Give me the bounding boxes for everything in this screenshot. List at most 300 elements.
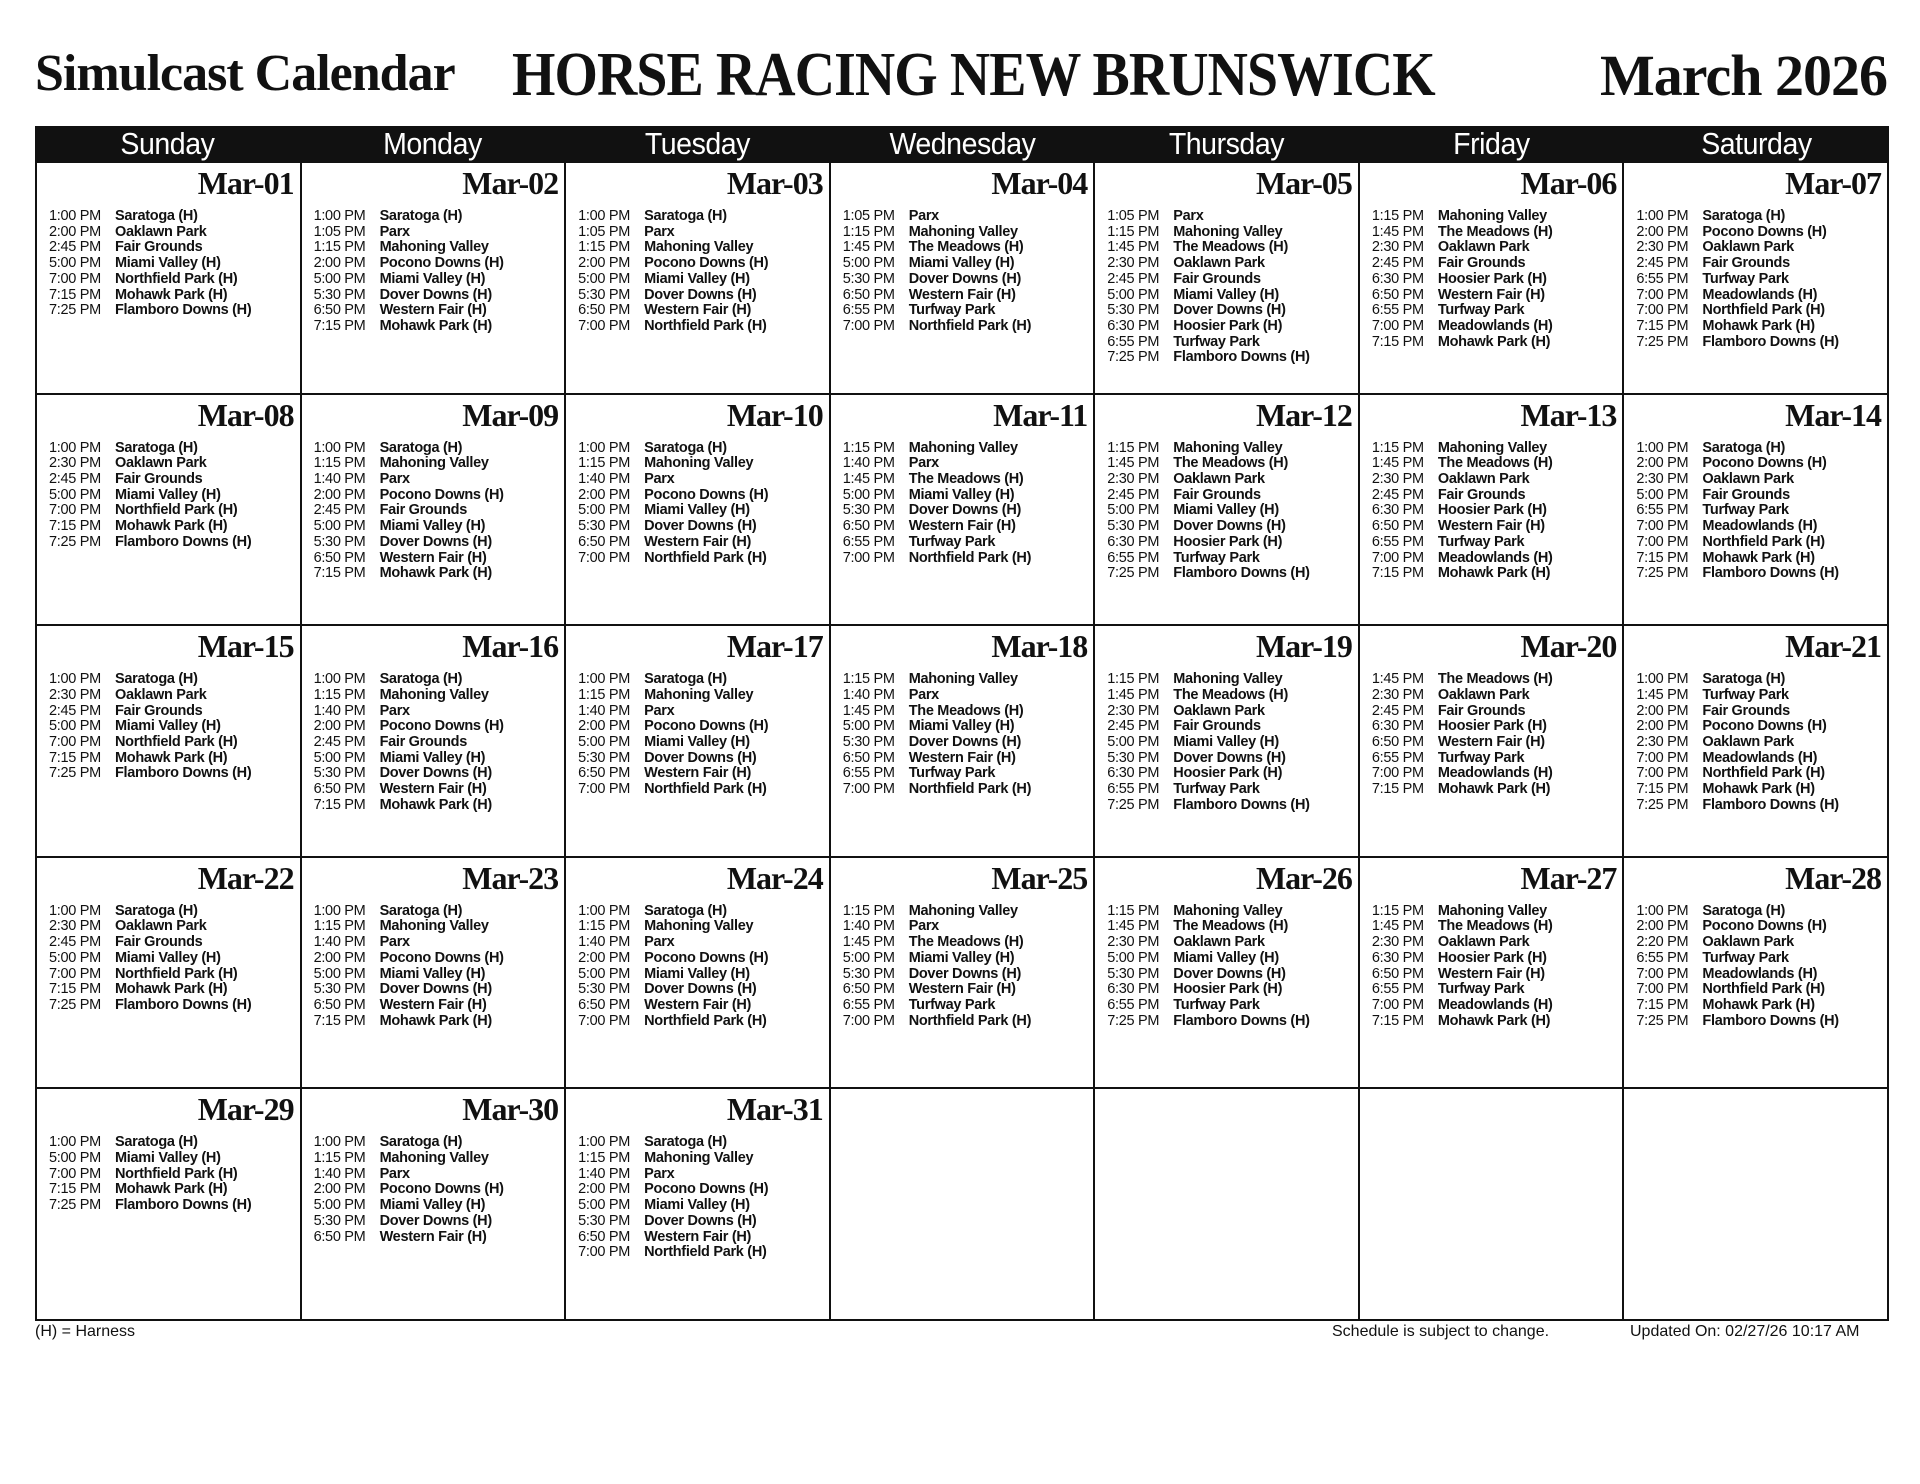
track-name: Pocono Downs (H) [644,486,769,503]
race-entry [49,935,251,951]
race-entry [314,209,504,225]
track-name: Oaklawn Park [1437,934,1530,951]
post-time: 5:00 PM [578,965,631,982]
race-list [578,1135,768,1261]
post-time: 2:45 PM [1107,486,1160,503]
post-time: 5:00 PM [313,1197,366,1214]
track-name: Turfway Park [1702,270,1789,287]
track-name: Pocono Downs (H) [379,486,504,503]
post-time: 2:45 PM [1107,270,1160,287]
day-cell [566,395,831,627]
race-entry [843,456,1031,472]
track-name: Mahoning Valley [379,918,489,935]
post-time: 2:00 PM [578,718,631,735]
post-time: 1:05 PM [578,223,631,240]
track-name: Turfway Park [1173,333,1260,350]
post-time: 5:30 PM [313,981,366,998]
race-entry [843,240,1031,256]
post-time: 1:45 PM [842,702,895,719]
track-name: Miami Valley (H) [115,1150,221,1167]
race-entry [49,456,251,472]
post-time: 1:15 PM [578,239,631,256]
track-name: Northfield Park (H) [115,1165,238,1182]
race-list [49,1135,251,1214]
post-time: 2:30 PM [1636,471,1689,487]
track-name: Western Fair (H) [908,518,1016,535]
track-name: Flamboro Downs (H) [1173,565,1310,582]
post-time: 5:30 PM [842,270,895,287]
race-entry [843,209,1031,225]
race-entry [578,1167,768,1183]
post-time: 1:15 PM [578,686,631,703]
post-time: 5:30 PM [313,286,366,303]
track-name: Mahoning Valley [644,1150,754,1167]
race-entry [578,704,768,720]
race-entry [1372,256,1553,272]
post-time: 2:30 PM [1371,239,1424,256]
race-list [49,672,251,782]
race-entry [843,272,1031,288]
post-time: 1:45 PM [1107,918,1160,935]
track-name: Pocono Downs (H) [1702,718,1827,735]
day-date: Mar-18 [991,628,1088,665]
track-name: Pocono Downs (H) [644,1181,769,1198]
race-entry [314,751,504,767]
track-name: Parx [644,1165,675,1182]
post-time: 1:15 PM [578,1150,631,1167]
race-entry [1107,798,1309,814]
race-entry [1372,288,1553,304]
track-name: Saratoga (H) [379,902,463,919]
race-entry [1107,704,1309,720]
post-time: 6:55 PM [1636,949,1689,966]
race-entry [843,982,1031,998]
post-time: 6:55 PM [842,302,895,319]
track-name: The Meadows (H) [908,471,1024,487]
post-time: 7:00 PM [1636,518,1689,535]
race-entry [314,441,504,457]
track-name: Mahoning Valley [644,918,754,935]
post-time: 1:40 PM [313,934,366,951]
race-entry [578,288,768,304]
track-name: Mohawk Park (H) [1437,1012,1551,1029]
calendar-label: Simulcast Calendar [35,45,455,102]
race-entry [49,288,251,304]
track-name: Miami Valley (H) [908,949,1015,966]
post-time: 1:00 PM [313,1134,366,1151]
track-name: Miami Valley (H) [908,718,1015,735]
post-time: 1:15 PM [1107,671,1160,688]
race-entry [1372,951,1553,967]
race-entry [843,256,1031,272]
track-name: Flamboro Downs (H) [1702,333,1839,350]
post-time: 7:25 PM [49,533,101,550]
race-entry [314,566,504,582]
race-entry [314,1182,504,1198]
track-name: Mohawk Park (H) [115,1181,228,1198]
post-time: 6:50 PM [842,286,895,303]
post-time: 7:00 PM [1636,286,1689,303]
post-time: 2:30 PM [1371,471,1424,487]
post-time: 7:25 PM [49,1197,101,1214]
post-time: 2:00 PM [313,486,366,503]
track-name: Flamboro Downs (H) [1702,565,1839,582]
post-time: 1:00 PM [578,671,631,688]
track-name: Northfield Park (H) [115,270,238,287]
day-cell [37,395,302,627]
track-name: Flamboro Downs (H) [1702,1012,1839,1029]
track-name: Mahoning Valley [908,223,1018,240]
post-time: 7:00 PM [578,1244,631,1261]
race-entry [843,441,1031,457]
post-time: 1:00 PM [578,208,631,224]
race-entry [843,704,1031,720]
race-entry [49,751,251,767]
post-time: 7:15 PM [1636,317,1689,334]
track-name: Turfway Park [1173,549,1260,566]
post-time: 2:00 PM [313,255,366,272]
post-time: 7:00 PM [1636,765,1689,782]
race-entry [314,1230,504,1246]
track-name: Northfield Park (H) [908,1012,1032,1029]
post-time: 2:45 PM [1371,702,1424,719]
post-time: 5:30 PM [578,749,631,766]
track-name: Hoosier Park (H) [1173,981,1283,998]
track-name: Miami Valley (H) [644,502,750,519]
day-cell [1624,163,1889,395]
race-entry [578,1214,768,1230]
day-date: Mar-23 [462,859,559,896]
track-name: Northfield Park (H) [644,549,767,566]
weekday-sunday: Sunday [120,126,215,161]
post-time: 6:55 PM [842,533,895,550]
race-entry [314,1198,504,1214]
race-entry [843,225,1031,241]
post-time: 1:40 PM [578,934,631,951]
track-name: Parx [379,702,410,719]
race-entry [1636,951,1838,967]
post-time: 6:30 PM [1107,981,1160,998]
day-cell [1360,626,1625,858]
race-entry [1636,303,1838,319]
track-name: Mohawk Park (H) [379,1012,492,1029]
post-time: 1:45 PM [1371,223,1424,240]
track-name: Western Fair (H) [644,997,752,1013]
race-entry [1107,688,1309,704]
race-entry [1372,503,1553,519]
post-time: 1:05 PM [1107,208,1160,224]
track-name: Pocono Downs (H) [379,949,504,966]
track-name: Meadowlands (H) [1437,997,1553,1013]
race-entry [843,1014,1031,1030]
track-name: Meadowlands (H) [1437,317,1553,334]
race-entry [1372,998,1553,1014]
post-time: 6:50 PM [842,518,895,535]
race-entry [1636,672,1838,688]
post-time: 5:00 PM [842,949,895,966]
track-name: Miami Valley (H) [644,965,750,982]
track-name: Meadowlands (H) [1702,749,1818,766]
track-name: Saratoga (H) [644,439,727,456]
race-entry [578,441,768,457]
post-time: 5:30 PM [842,734,895,750]
track-name: Oaklawn Park [1702,239,1794,256]
track-name: Flamboro Downs (H) [1173,796,1310,813]
track-name: Mahoning Valley [644,686,754,703]
post-time: 7:25 PM [1636,1012,1689,1029]
track-name: Fair Grounds [1173,718,1261,735]
day-date: Mar-06 [1520,165,1617,201]
calendar-cells [35,161,1889,1321]
post-time: 7:15 PM [49,286,101,303]
track-name: Saratoga (H) [379,439,463,456]
race-entry [1372,535,1553,551]
race-list [843,904,1031,1030]
post-time: 5:30 PM [313,1212,366,1229]
race-entry [314,225,504,241]
race-entry [1636,719,1838,735]
track-name: Parx [1173,208,1204,224]
race-entry [1107,488,1309,504]
track-name: Mahoning Valley [644,455,754,472]
post-time: 7:25 PM [1107,796,1160,813]
track-name: Northfield Park (H) [1702,765,1825,782]
race-entry [1636,904,1838,920]
post-time: 6:55 PM [1636,502,1689,519]
track-name: Meadowlands (H) [1437,549,1553,566]
post-time: 1:15 PM [578,918,631,935]
track-name: Northfield Park (H) [1702,533,1825,550]
post-time: 1:45 PM [1371,918,1424,935]
post-time: 6:30 PM [1107,765,1160,782]
post-time: 1:00 PM [49,902,101,919]
post-time: 2:45 PM [313,734,366,750]
post-time: 7:00 PM [578,1012,631,1029]
post-time: 2:00 PM [1636,918,1689,935]
race-list [1636,209,1838,350]
post-time: 1:00 PM [49,439,101,456]
post-time: 1:00 PM [578,902,631,919]
race-entry [1636,782,1838,798]
post-time: 5:00 PM [1107,949,1160,966]
race-entry [1636,488,1838,504]
post-time: 2:30 PM [1107,934,1160,951]
post-time: 7:25 PM [1636,565,1689,582]
race-entry [314,967,504,983]
track-name: Western Fair (H) [1437,518,1545,535]
track-name: Miami Valley (H) [644,734,750,750]
race-entry [578,766,768,782]
post-time: 5:00 PM [313,749,366,766]
race-entry [1636,735,1838,751]
post-time: 5:00 PM [313,965,366,982]
post-time: 2:45 PM [49,471,101,487]
race-entry [49,272,251,288]
post-time: 7:00 PM [1371,765,1424,782]
post-time: 1:15 PM [1371,902,1424,919]
day-date: Mar-26 [1255,859,1352,896]
post-time: 2:45 PM [1371,486,1424,503]
track-name: Miami Valley (H) [379,1197,486,1214]
day-cell [302,395,567,627]
post-time: 1:45 PM [1371,671,1424,688]
track-name: Saratoga (H) [115,902,198,919]
race-entry [314,1167,504,1183]
track-name: Dover Downs (H) [1173,302,1286,319]
race-entry [1107,904,1309,920]
track-name: Miami Valley (H) [908,255,1015,272]
post-time: 5:30 PM [313,765,366,782]
track-name: Fair Grounds [115,934,203,951]
race-entry [49,519,251,535]
race-entry [314,456,504,472]
day-date: Mar-01 [197,165,294,201]
track-name: Mohawk Park (H) [1437,781,1551,798]
race-entry [1636,766,1838,782]
post-time: 2:45 PM [49,239,101,256]
race-list [843,672,1031,798]
race-entry [1636,551,1838,567]
track-name: Oaklawn Park [1173,255,1265,272]
day-cell [37,626,302,858]
weekday-thursday: Thursday [1169,126,1285,161]
race-entry [578,225,768,241]
post-time: 6:55 PM [1371,981,1424,998]
post-time: 1:00 PM [578,439,631,456]
race-entry [49,503,251,519]
track-name: Mahoning Valley [908,671,1018,688]
day-cell [1624,395,1889,627]
race-entry [1636,240,1838,256]
race-entry [578,735,768,751]
track-name: Miami Valley (H) [379,518,486,535]
track-name: Hoosier Park (H) [1437,502,1547,519]
post-time: 5:00 PM [842,718,895,735]
post-time: 2:00 PM [1636,455,1689,472]
race-entry [578,319,768,335]
post-time: 7:15 PM [313,1012,366,1029]
track-name: Northfield Park (H) [644,317,767,334]
track-name: Mohawk Park (H) [1437,565,1551,582]
post-time: 7:00 PM [49,965,101,982]
track-name: Meadowlands (H) [1702,518,1818,535]
track-name: Oaklawn Park [1702,934,1794,951]
track-name: Parx [644,702,675,719]
race-entry [1107,456,1309,472]
day-date: Mar-25 [991,859,1088,896]
track-name: Northfield Park (H) [115,502,238,519]
race-entry [1636,319,1838,335]
post-time: 6:50 PM [578,302,631,319]
track-name: Flamboro Downs (H) [115,997,252,1013]
track-name: Dover Downs (H) [644,981,757,998]
race-entry [578,240,768,256]
race-entry [49,240,251,256]
post-time: 2:30 PM [49,455,101,472]
track-name: Turfway Park [1437,981,1525,998]
post-time: 2:45 PM [1371,255,1424,272]
track-name: Hoosier Park (H) [1173,317,1283,334]
post-time: 5:00 PM [49,486,101,503]
race-list [314,209,504,335]
race-entry [1636,1014,1838,1030]
race-entry [843,766,1031,782]
post-time: 7:00 PM [578,317,631,334]
post-time: 7:15 PM [49,749,101,766]
track-name: Dover Downs (H) [644,286,757,303]
post-time: 1:40 PM [313,471,366,487]
post-time: 1:00 PM [1636,208,1689,224]
day-cell [1360,395,1625,627]
post-time: 6:55 PM [1107,997,1160,1013]
race-entry [843,904,1031,920]
track-name: The Meadows (H) [1437,918,1553,935]
day-date: Mar-29 [197,1091,294,1128]
race-list [1636,904,1838,1030]
race-list [1636,441,1838,582]
post-time: 2:00 PM [313,1181,366,1198]
post-time: 7:15 PM [1371,1012,1424,1029]
race-entry [843,303,1031,319]
post-time: 1:40 PM [842,918,895,935]
race-entry [1372,766,1553,782]
day-date: Mar-22 [197,859,294,896]
post-time: 5:00 PM [578,502,631,519]
track-name: Fair Grounds [115,471,203,487]
track-name: Pocono Downs (H) [644,255,769,272]
track-name: Oaklawn Park [115,918,207,935]
track-name: Parx [908,686,939,703]
race-list [578,209,768,335]
race-entry [49,1198,251,1214]
race-entry [578,935,768,951]
track-name: Western Fair (H) [379,781,487,798]
track-name: Northfield Park (H) [644,1244,767,1261]
race-entry [843,951,1031,967]
race-entry [1107,998,1309,1014]
post-time: 5:30 PM [1107,518,1160,535]
track-name: Oaklawn Park [115,223,207,240]
race-entry [49,919,251,935]
race-list [1107,209,1309,366]
track-name: Saratoga (H) [1702,439,1786,456]
track-name: Dover Downs (H) [644,1212,757,1229]
post-time: 1:15 PM [1107,223,1160,240]
race-entry [49,303,251,319]
race-entry [578,272,768,288]
track-name: Dover Downs (H) [379,286,492,303]
post-time: 7:00 PM [49,1165,101,1182]
race-entry [1372,1014,1553,1030]
post-time: 6:50 PM [842,749,895,766]
track-name: Turfway Park [1173,997,1260,1013]
post-time: 7:15 PM [313,565,366,582]
race-entry [578,904,768,920]
track-name: Pocono Downs (H) [1702,455,1827,472]
race-entry [314,998,504,1014]
post-time: 7:00 PM [842,317,895,334]
day-date: Mar-27 [1520,859,1617,896]
post-time: 5:00 PM [842,255,895,272]
track-name: Turfway Park [1702,949,1789,966]
track-name: Flamboro Downs (H) [115,302,252,319]
track-name: Hoosier Park (H) [1437,718,1547,735]
day-date: Mar-24 [726,859,823,896]
post-time: 1:15 PM [1107,902,1160,919]
post-time: 6:55 PM [842,765,895,782]
day-date: Mar-05 [1255,165,1352,201]
post-time: 1:40 PM [313,702,366,719]
